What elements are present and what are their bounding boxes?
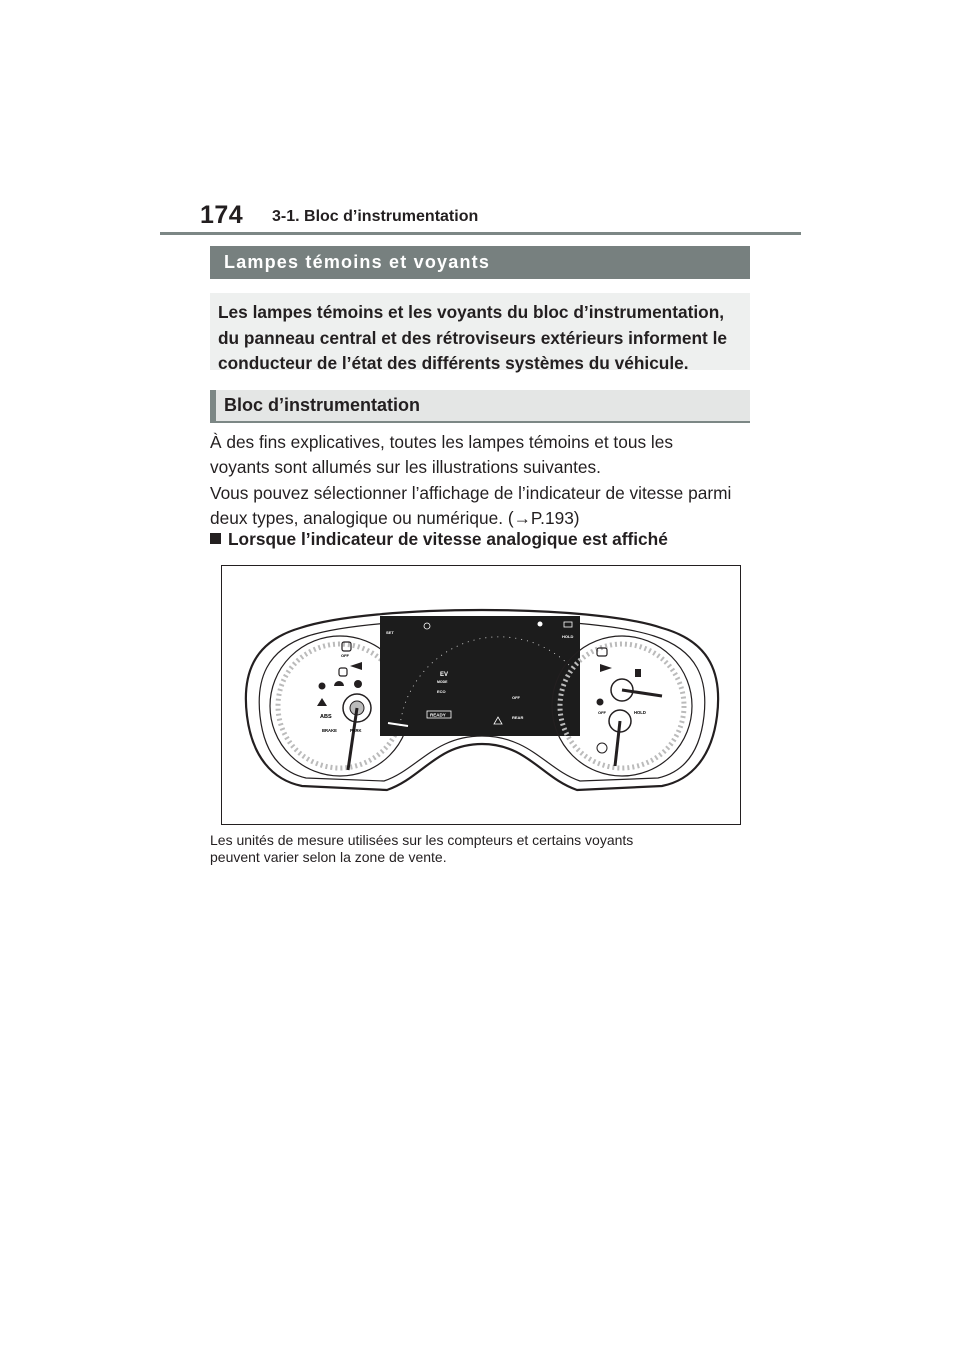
- footnote-line: Les unités de mesure utilisées sur les compteurs et certains voyants: [210, 832, 634, 848]
- subsection-title: Bloc d’instrumentation: [210, 390, 750, 423]
- paragraph-line: deux types, analogique ou numérique. (→P.193): [210, 508, 580, 528]
- label-abs: ABS: [320, 714, 332, 720]
- label-off-center: OFF: [512, 695, 520, 700]
- label-mode: MODE: [437, 680, 448, 684]
- label-off-right: OFF: [598, 710, 606, 715]
- label-hold: HOLD: [634, 710, 646, 715]
- bullet-heading-text: Lorsque l’indicateur de vitesse analogique est affiché: [228, 529, 668, 549]
- headlight-icon: [334, 681, 344, 686]
- intro-line: conducteur de l’état des différents systèmes du véhicule.: [218, 353, 689, 373]
- paragraph-line: Vous pouvez sélectionner l’affichage de l’indicateur de vitesse parmi: [210, 483, 732, 503]
- fuel-icon: [635, 669, 641, 677]
- label-brake: BRAKE: [322, 728, 337, 733]
- footnote-line: peuvent varier selon la zone de vente.: [210, 849, 447, 865]
- footnote: [210, 832, 633, 866]
- instrument-cluster-figure: [221, 565, 741, 825]
- intro-line: du panneau central et des rétroviseurs extérieurs informent le: [218, 327, 728, 348]
- instrument-cluster-illustration: [222, 566, 740, 824]
- paragraph-speedometer: [210, 481, 731, 531]
- center-display: [380, 616, 580, 736]
- label-rear: REAR: [512, 715, 524, 720]
- paragraph-line: voyants sont allumés sur les illustrations suivantes.: [210, 457, 601, 477]
- bullet-heading: [210, 529, 668, 550]
- intro-box: [210, 293, 750, 373]
- label-hold-top: HOLD: [562, 634, 574, 639]
- chapter-title: 3-1. Bloc d’instrumentation: [272, 208, 479, 225]
- turn-right-arrow-icon: [600, 664, 612, 672]
- label-off-left: OFF: [341, 653, 349, 658]
- paragraph-line: À des fins explicatives, toutes les lampes témoins et tous les: [210, 432, 673, 452]
- slip-indicator-icon: [597, 699, 604, 706]
- display-indicator-icon: [538, 622, 543, 627]
- indicator-icon: [339, 668, 347, 676]
- label-set: SET: [386, 630, 394, 635]
- label-ready: READY: [430, 712, 446, 718]
- seatbelt-icon: [317, 698, 327, 706]
- square-bullet-icon: [210, 533, 221, 544]
- label-ev: EV: [440, 672, 449, 678]
- page-number: 174: [200, 201, 244, 229]
- section-title: Lampes témoins et voyants: [210, 246, 750, 279]
- turn-left-arrow-icon: [350, 662, 362, 670]
- airbag-icon: [319, 683, 326, 690]
- intro-line: Les lampes témoins et les voyants du bloc d’instrumentation,: [218, 302, 725, 322]
- label-park: PARK: [350, 728, 362, 733]
- paragraph-explanation: [210, 430, 673, 480]
- header-rule: [160, 232, 801, 235]
- label-eco: ECO: [437, 689, 446, 694]
- indicator-icon: [597, 743, 607, 753]
- fog-lamp-icon: [354, 680, 362, 688]
